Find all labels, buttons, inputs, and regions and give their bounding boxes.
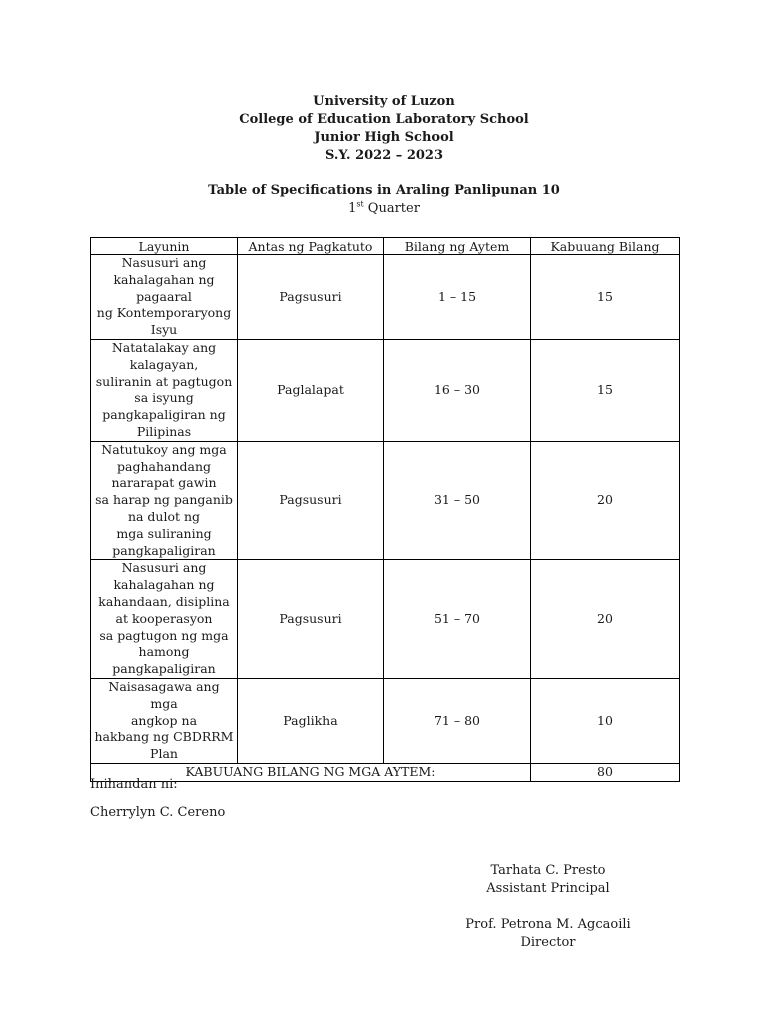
layunin-cell — [91, 441, 238, 560]
layunin-line: suliranin at pagtugon — [95, 373, 233, 389]
layunin-line: kalagayan, — [129, 356, 199, 372]
layunin-line: kahalagahan ng — [113, 271, 215, 287]
antas-cell: Pagsusuri — [238, 560, 384, 679]
quarter-label — [0, 200, 768, 218]
layunin-line: Isyu — [150, 322, 178, 338]
layunin-line: Nasusuri ang — [121, 255, 207, 270]
quarter-suffix: st — [356, 199, 364, 209]
layunin-line: nararapat gawin — [111, 475, 217, 491]
table-row — [91, 255, 680, 340]
total-value: 80 — [531, 763, 680, 781]
bilang-cell: 31 – 50 — [384, 441, 531, 560]
table-row — [91, 441, 680, 560]
layunin-line: at kooperasyon — [115, 610, 213, 626]
layunin-line: pangkapaligiran — [112, 542, 216, 558]
layunin-line: sa pagtugon ng mga — [99, 627, 229, 643]
layunin-line: ng Kontemporaryong — [96, 305, 232, 321]
layunin-line: angkop na — [130, 712, 198, 728]
layunin-line: hakbang ng CBDRRM — [94, 729, 234, 745]
layunin-line: kahalagahan ng — [113, 577, 215, 593]
layunin-line: hamong — [138, 644, 190, 660]
column-header-antas: Antas ng Pagkatuto — [238, 238, 384, 255]
layunin-line: pangkapaligiran ng — [102, 407, 226, 423]
signatory-position: Assistant Principal — [486, 881, 610, 896]
antas-cell: Paglalapat — [238, 339, 384, 441]
document-title: Table of Specifications in Araling Panlipunan 10 — [208, 183, 560, 198]
layunin-cell — [91, 678, 238, 763]
bilang-cell: 71 – 80 — [384, 678, 531, 763]
prepared-by-label: Inihandan ni: — [90, 777, 178, 792]
layunin-line: sa harap ng panganib — [95, 492, 233, 508]
layunin-line: paghahandang — [116, 458, 212, 474]
antas-cell: Pagsusuri — [238, 441, 384, 560]
signatory-block — [450, 862, 646, 898]
table-total-row — [91, 763, 680, 781]
layunin-line: Pilipinas — [136, 423, 192, 439]
university-name: University of Luzon — [313, 94, 455, 109]
table-row — [91, 339, 680, 441]
layunin-cell — [91, 255, 238, 340]
kabuuan-cell: 15 — [531, 255, 680, 340]
layunin-line: Nasusuri ang — [121, 560, 207, 576]
signatory-block — [450, 916, 646, 952]
layunin-line: pagaaral — [136, 288, 192, 304]
layunin-line: Naisasagawa ang mga — [108, 678, 220, 711]
table-header-row — [91, 238, 680, 255]
bilang-cell: 16 – 30 — [384, 339, 531, 441]
layunin-line: Natutukoy ang mga — [101, 441, 227, 457]
school-year: S.Y. 2022 – 2023 — [324, 148, 444, 163]
layunin-cell — [91, 339, 238, 441]
college-name: College of Education Laboratory School — [239, 112, 529, 127]
signatory-name: Tarhata C. Presto — [490, 863, 606, 878]
kabuuan-cell: 20 — [531, 560, 680, 679]
table-row — [91, 560, 680, 679]
layunin-line: mga suliraning — [116, 525, 212, 541]
column-header-kabuuan: Kabuuang Bilang — [531, 238, 680, 255]
antas-cell: Pagsusuri — [238, 255, 384, 340]
total-label: KABUUANG BILANG NG MGA AYTEM: — [91, 763, 531, 781]
layunin-line: kahandaan, disiplina — [98, 593, 230, 609]
bilang-cell: 51 – 70 — [384, 560, 531, 679]
signatory-position: Director — [520, 935, 576, 950]
signatory-name: Prof. Petrona M. Agcaoili — [465, 917, 631, 932]
quarter-word: Quarter — [363, 201, 420, 216]
kabuuan-cell: 20 — [531, 441, 680, 560]
antas-cell: Paglikha — [238, 678, 384, 763]
school-name: Junior High School — [314, 130, 454, 145]
layunin-line: Natatalakay ang — [111, 339, 217, 355]
layunin-line: na dulot ng — [127, 508, 201, 524]
table-row — [91, 678, 680, 763]
kabuuan-cell: 15 — [531, 339, 680, 441]
document-header — [0, 93, 768, 165]
layunin-line: pangkapaligiran — [112, 661, 216, 677]
prepared-by-name: Cherrylyn C. Cereno — [90, 805, 226, 820]
quarter-number: 1 — [348, 201, 357, 216]
layunin-line: sa isyung — [134, 390, 194, 406]
layunin-cell — [91, 560, 238, 679]
column-header-bilang: Bilang ng Aytem — [384, 238, 531, 255]
layunin-line: Plan — [150, 746, 178, 762]
column-header-layunin: Layunin — [91, 238, 238, 255]
specifications-table — [90, 237, 680, 782]
kabuuan-cell: 10 — [531, 678, 680, 763]
bilang-cell: 1 – 15 — [384, 255, 531, 340]
